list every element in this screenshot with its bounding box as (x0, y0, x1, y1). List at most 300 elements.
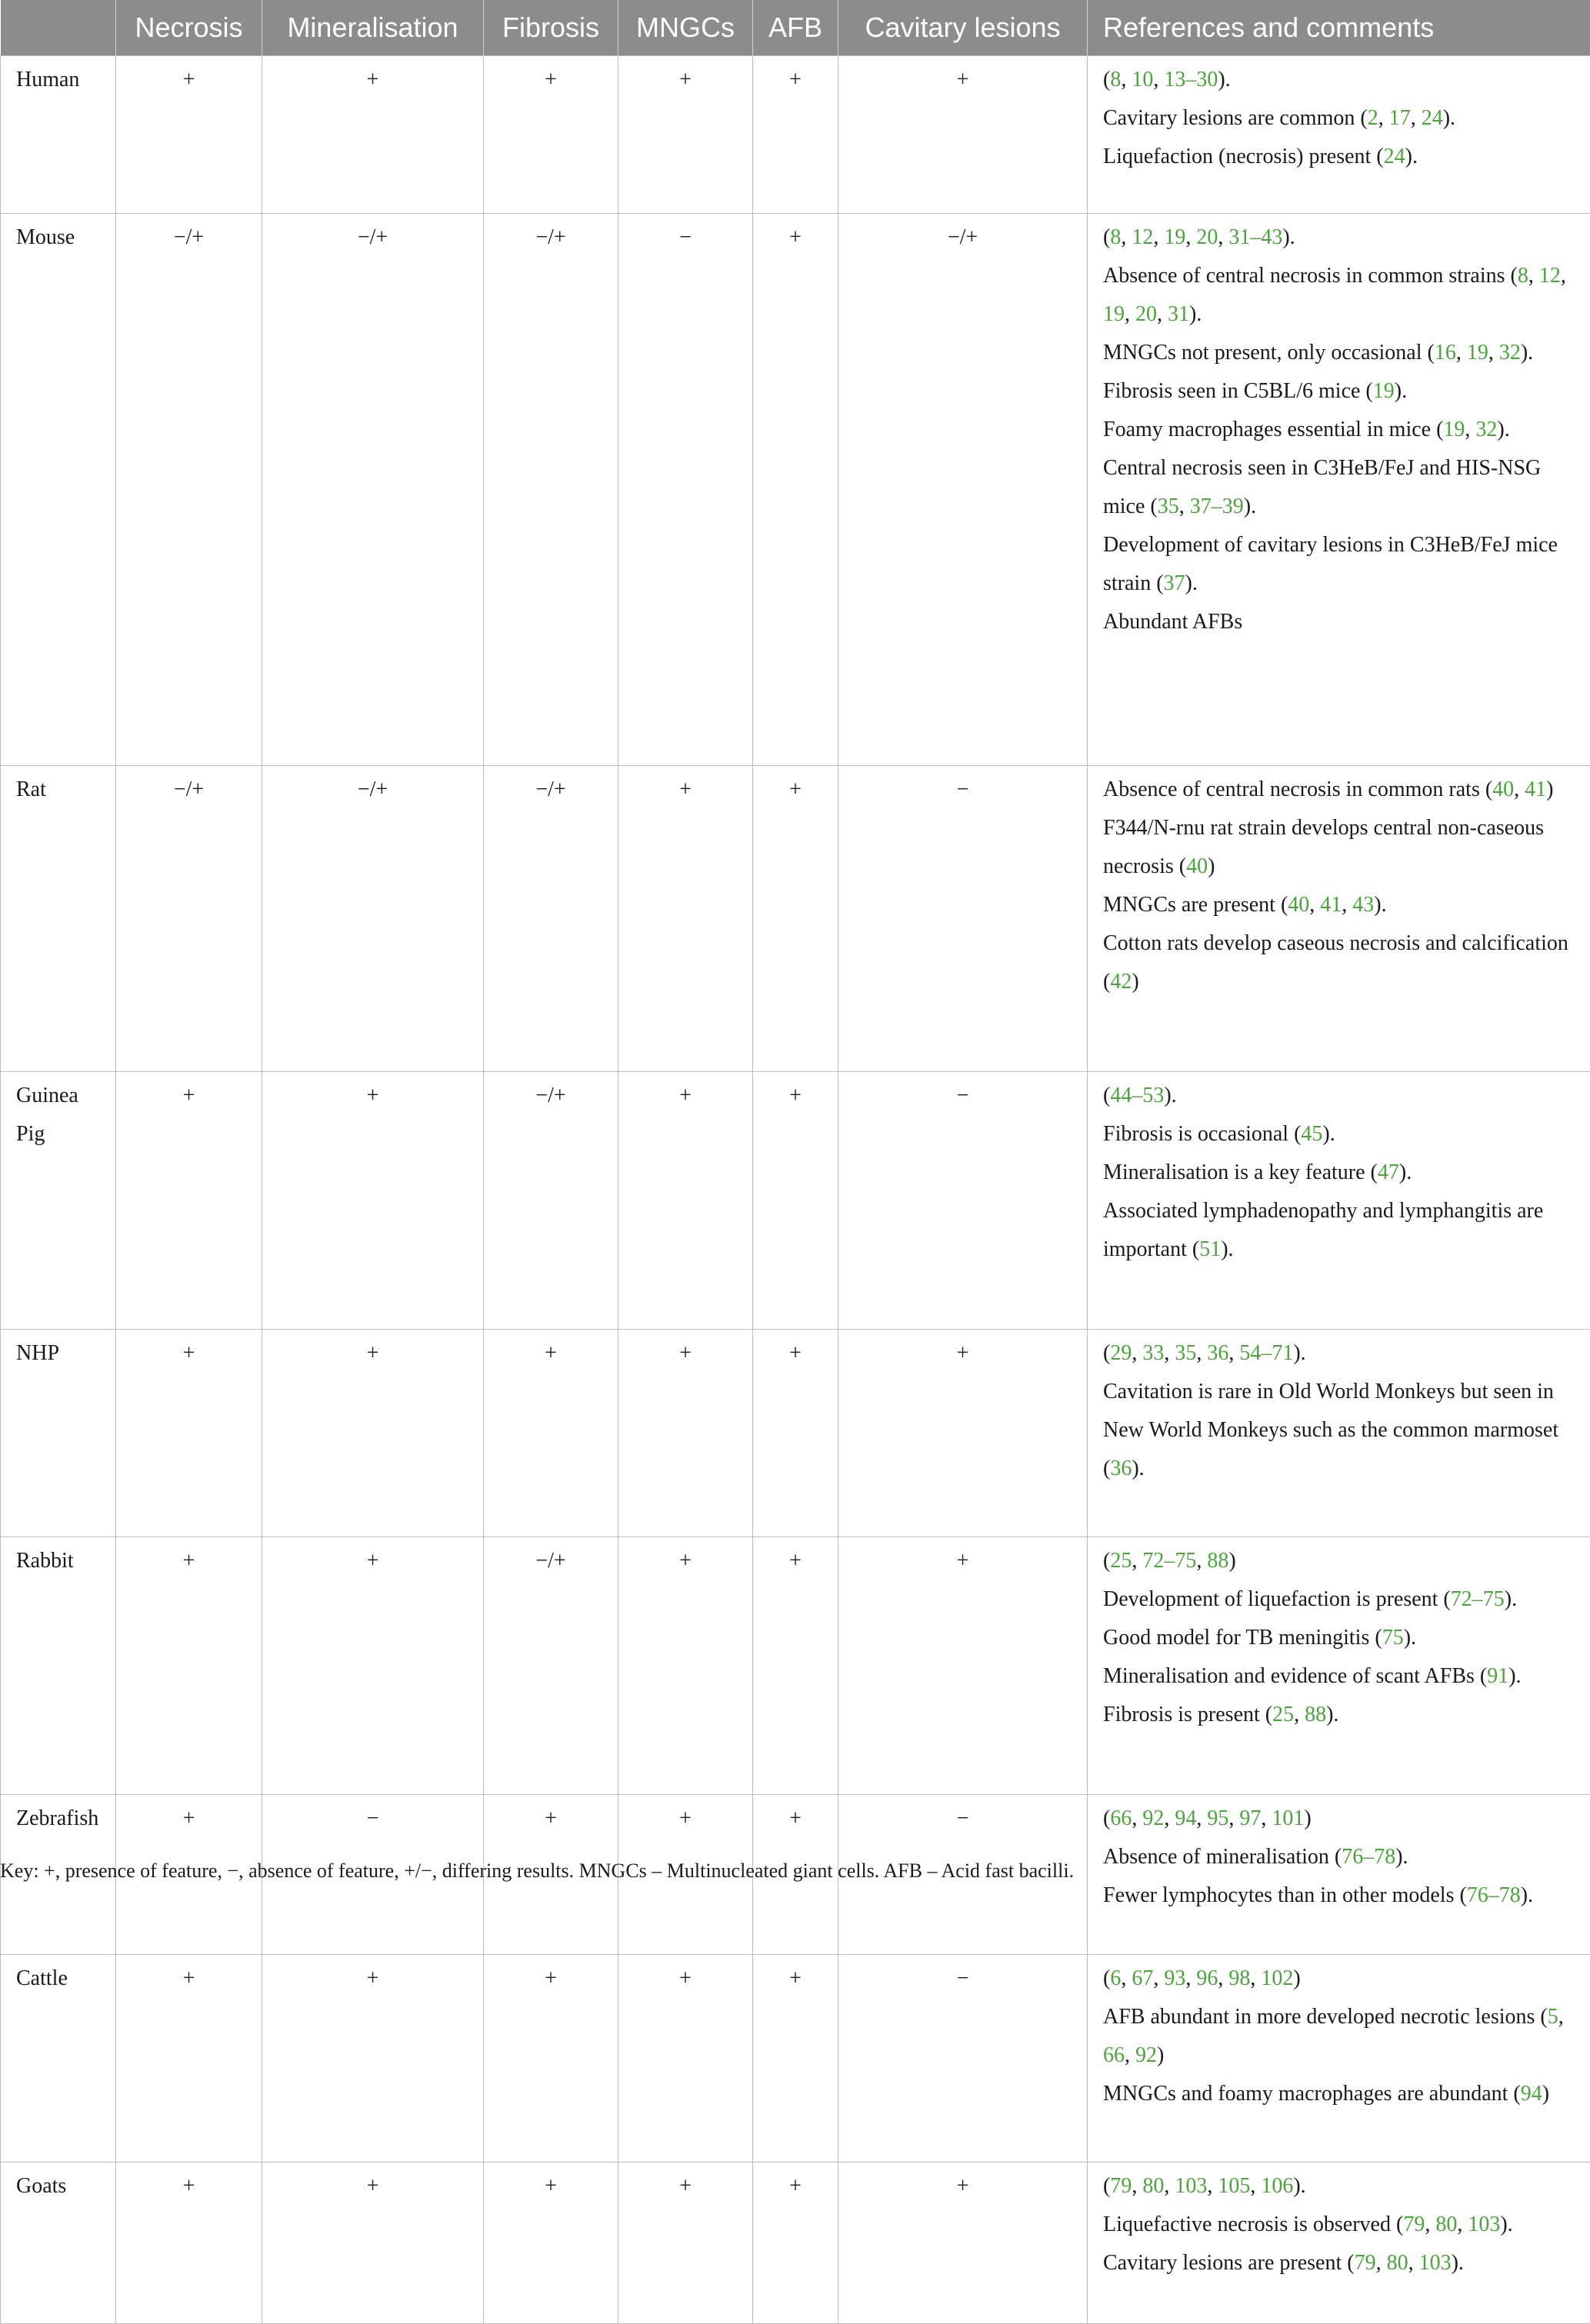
comment-text: , (1207, 2174, 1218, 2198)
citation-link[interactable]: 2 (1368, 106, 1378, 130)
citation-link[interactable]: 103 (1175, 2174, 1207, 2198)
citation-link[interactable]: 12 (1539, 264, 1561, 288)
citation-link[interactable]: 35 (1175, 1341, 1196, 1365)
comment-text: , (1425, 2212, 1435, 2236)
feature-value-cell: − (618, 214, 753, 766)
comment-text: ( (1103, 1806, 1110, 1830)
comment-text: , (1121, 225, 1132, 249)
citation-link[interactable]: 106 (1261, 2174, 1293, 2198)
citation-link[interactable]: 40 (1492, 777, 1514, 801)
comment-text: , (1196, 1549, 1207, 1573)
comment-text: , (1376, 2251, 1387, 2275)
feature-value-cell: − (262, 1795, 484, 1955)
citation-link[interactable]: 102 (1261, 1966, 1293, 1990)
feature-value-cell: + (753, 1330, 838, 1537)
citation-link[interactable]: 91 (1487, 1664, 1508, 1688)
comment-text: , (1528, 264, 1539, 288)
comment-text: ( (1103, 68, 1110, 92)
comment-text: F344/N-rnu rat strain develops central non-caseous necrosis ( (1103, 816, 1544, 878)
feature-value-cell: + (262, 1955, 484, 2163)
citation-link[interactable]: 92 (1142, 1806, 1164, 1830)
citation-link[interactable]: 25 (1110, 1549, 1132, 1573)
comment-text: ) (1157, 2043, 1164, 2067)
references-cell (1088, 2163, 1590, 2324)
citation-link[interactable]: 101 (1272, 1806, 1304, 1830)
comment-text: ). (1185, 571, 1198, 595)
comment-text: Cotton rats develop caseous necrosis and calcification ( (1103, 931, 1568, 994)
feature-value-cell: + (838, 1537, 1088, 1795)
citation-link[interactable]: 10 (1132, 68, 1153, 92)
citation-link[interactable]: 80 (1142, 2174, 1164, 2198)
citation-link[interactable]: 36 (1110, 1457, 1132, 1480)
comment-text: , (1121, 68, 1132, 92)
citation-link[interactable]: 32 (1475, 418, 1497, 441)
comment-line (1103, 886, 1578, 924)
references-cell (1088, 214, 1590, 766)
citation-link[interactable]: 40 (1186, 854, 1208, 878)
comment-text: Abundant AFBs (1103, 610, 1242, 634)
comment-text: , (1378, 106, 1389, 130)
feature-value-cell: −/+ (484, 766, 618, 1072)
citation-link[interactable]: 94 (1521, 2082, 1542, 2106)
citation-link[interactable]: 19 (1467, 341, 1488, 365)
feature-value-cell: + (753, 2163, 838, 2324)
citation-link[interactable]: 95 (1207, 1806, 1228, 1830)
feature-value-cell: − (838, 1955, 1088, 2163)
feature-value-cell: + (618, 1330, 753, 1537)
comment-text: , (1411, 106, 1422, 130)
table-row (1, 1955, 1590, 2163)
citation-link[interactable]: 54–71 (1239, 1341, 1293, 1365)
citation-link[interactable]: 96 (1196, 1966, 1218, 1990)
citation-link[interactable]: 8 (1518, 264, 1528, 288)
comment-line (1103, 1696, 1578, 1734)
citation-link[interactable]: 37 (1164, 571, 1185, 595)
citation-link[interactable]: 88 (1207, 1549, 1228, 1573)
citation-link[interactable]: 16 (1435, 341, 1456, 365)
comment-text: ). (1221, 1237, 1233, 1261)
citation-link[interactable]: 8 (1110, 68, 1121, 92)
citation-link[interactable]: 43 (1352, 893, 1374, 917)
feature-value-cell: + (753, 1537, 838, 1795)
comment-text: ). (1132, 1457, 1144, 1480)
comment-text: ). (1164, 1084, 1176, 1107)
citation-link[interactable]: 41 (1525, 777, 1546, 801)
comment-line (1103, 1334, 1578, 1373)
comment-text: Fibrosis is occasional ( (1103, 1122, 1301, 1146)
comment-text: , (1218, 225, 1228, 249)
citation-link[interactable]: 75 (1382, 1626, 1404, 1650)
citation-link[interactable]: 12 (1132, 225, 1153, 249)
citation-link[interactable]: 20 (1135, 302, 1157, 326)
citation-link[interactable]: 80 (1387, 2251, 1408, 2275)
comment-line (1103, 2206, 1578, 2244)
feature-value-cell: −/+ (262, 214, 484, 766)
table-row (1, 1072, 1590, 1330)
comment-text: , (1153, 225, 1164, 249)
feature-value-cell: + (838, 1330, 1088, 1537)
citation-link[interactable]: 35 (1158, 494, 1179, 518)
comment-text: , (1185, 1966, 1196, 1990)
column-header: Mineralisation (262, 0, 484, 56)
comment-line (1103, 809, 1578, 886)
column-header: MNGCs (618, 0, 753, 56)
citation-link[interactable]: 79 (1355, 2251, 1376, 2275)
citation-link[interactable]: 6 (1110, 1966, 1121, 1990)
comment-text: ). (1399, 1160, 1412, 1184)
comment-line (1103, 2244, 1578, 2282)
comment-text: ). (1218, 68, 1230, 92)
column-header: Necrosis (116, 0, 262, 56)
feature-value-cell: + (618, 1795, 753, 1955)
comment-text: ). (1404, 1626, 1416, 1650)
citation-link[interactable]: 76–78 (1467, 1883, 1521, 1907)
feature-value-cell: + (116, 1955, 262, 2163)
comment-text: ). (1443, 106, 1455, 130)
comment-line (1103, 2075, 1578, 2113)
comment-text: ( (1103, 1341, 1110, 1365)
citation-link[interactable]: 47 (1378, 1160, 1399, 1184)
comment-text: Fibrosis seen in C5BL/6 mice ( (1103, 379, 1373, 403)
comment-text: Fibrosis is present ( (1103, 1703, 1272, 1726)
feature-value-cell: + (618, 2163, 753, 2324)
comment-text: Central necrosis seen in C3HeB/FeJ and HIS-NSG mice ( (1103, 456, 1541, 518)
citation-link[interactable]: 66 (1110, 1806, 1132, 1830)
comment-text: Cavitation is rare in Old World Monkeys but seen in New World Monkeys such as the common marmoset ( (1103, 1380, 1558, 1480)
feature-value-cell: + (753, 766, 838, 1072)
citation-link[interactable]: 76–78 (1342, 1845, 1395, 1869)
citation-link[interactable]: 19 (1164, 225, 1185, 249)
citation-link[interactable]: 92 (1135, 2043, 1157, 2067)
comment-line (1103, 99, 1578, 138)
feature-value-cell: + (484, 1795, 618, 1955)
comment-text: ). (1189, 302, 1202, 326)
citation-link[interactable]: 29 (1110, 1341, 1132, 1365)
comment-text: ). (1374, 893, 1386, 917)
feature-value-cell: + (753, 214, 838, 766)
table-row (1, 1537, 1590, 1795)
comment-text: , (1125, 302, 1135, 326)
comment-line (1103, 1077, 1578, 1115)
comment-text: ) (1542, 2082, 1549, 2106)
species-cell: Guinea Pig (1, 1072, 116, 1330)
citation-link[interactable]: 37–39 (1190, 494, 1244, 518)
feature-value-cell: −/+ (838, 214, 1088, 766)
feature-value-cell: − (838, 1072, 1088, 1330)
feature-value-cell: + (116, 56, 262, 214)
citation-link[interactable]: 33 (1142, 1341, 1164, 1365)
comment-text: Cavitary lesions are common ( (1103, 106, 1368, 130)
comment-text: ) (1228, 1549, 1235, 1573)
citation-link[interactable]: 19 (1103, 302, 1125, 326)
comment-text: Development of cavitary lesions in C3HeB/FeJ mice strain ( (1103, 533, 1558, 595)
comment-text: , (1250, 1966, 1261, 1990)
species-cell: Goats (1, 2163, 116, 2324)
feature-value-cell: + (618, 1955, 753, 2163)
comment-text: , (1157, 302, 1168, 326)
comment-text: , (1132, 1549, 1142, 1573)
feature-value-cell: + (618, 1072, 753, 1330)
comment-line (1103, 1580, 1578, 1619)
feature-value-cell: + (618, 56, 753, 214)
species-cell: Rat (1, 766, 116, 1072)
citation-link[interactable]: 103 (1419, 2251, 1452, 2275)
citation-link[interactable]: 31 (1168, 302, 1189, 326)
table-footnote: Key: +, presence of feature, −, absence of feature, +/−, differing results. MNGCs – Multinucleated giant cells. AFB – Acid fast bacilli. (0, 1860, 1590, 1883)
comment-line (1103, 138, 1578, 176)
comment-line (1103, 1800, 1578, 1838)
comment-text: Mineralisation and evidence of scant AFBs ( (1103, 1664, 1487, 1688)
comment-text: ). (1405, 145, 1418, 168)
comment-line (1103, 218, 1578, 257)
comment-text: , (1488, 341, 1499, 365)
comment-line (1103, 1959, 1578, 1998)
citation-link[interactable]: 98 (1228, 1966, 1250, 1990)
comment-text: ( (1103, 1549, 1110, 1573)
citation-link[interactable]: 5 (1548, 2005, 1558, 2029)
references-cell (1088, 1072, 1590, 1330)
comment-text: Associated lymphadenopathy and lymphangitis are important ( (1103, 1199, 1543, 1261)
feature-value-cell: −/+ (484, 1072, 618, 1330)
feature-value-cell: − (838, 766, 1088, 1072)
comment-text: , (1228, 1341, 1239, 1365)
citation-link[interactable]: 105 (1218, 2174, 1250, 2198)
comment-text: , (1457, 2212, 1468, 2236)
comment-text: , (1196, 1341, 1207, 1365)
comment-text: Mineralisation is a key feature ( (1103, 1160, 1378, 1184)
citation-link[interactable]: 31–43 (1228, 225, 1282, 249)
comment-text: Liquefaction (necrosis) present ( (1103, 145, 1384, 168)
comment-line (1103, 1115, 1578, 1154)
citation-link[interactable]: 42 (1110, 970, 1132, 994)
comment-text: ) (1304, 1806, 1311, 1830)
citation-link[interactable]: 103 (1468, 2212, 1500, 2236)
feature-value-cell: + (262, 1330, 484, 1537)
comment-text: Absence of central necrosis in common strains ( (1103, 264, 1518, 288)
comment-text: Liquefactive necrosis is observed ( (1103, 2212, 1403, 2236)
comment-text: , (1164, 1341, 1175, 1365)
comment-text: ) (1132, 970, 1138, 994)
citation-link[interactable]: 24 (1384, 145, 1405, 168)
citation-link[interactable]: 40 (1288, 893, 1309, 917)
feature-value-cell: + (753, 56, 838, 214)
feature-value-cell: + (116, 2163, 262, 2324)
column-header: AFB (753, 0, 838, 56)
comment-text: , (1218, 1966, 1228, 1990)
citation-link[interactable]: 66 (1103, 2043, 1125, 2067)
references-cell (1088, 1537, 1590, 1795)
table-row (1, 56, 1590, 214)
comment-text: Fewer lymphocytes than in other models ( (1103, 1883, 1467, 1907)
citation-link[interactable]: 25 (1272, 1703, 1294, 1726)
comment-text: , (1294, 1703, 1305, 1726)
comment-text: ). (1508, 1664, 1521, 1688)
references-cell (1088, 766, 1590, 1072)
comment-text: ) (1293, 1966, 1300, 1990)
comment-text: , (1164, 1806, 1175, 1830)
column-header: Fibrosis (484, 0, 618, 56)
comment-line (1103, 1998, 1578, 2075)
table-row (1, 2163, 1590, 2324)
species-cell: Mouse (1, 214, 116, 766)
comment-text: , (1408, 2251, 1419, 2275)
comment-text: Absence of central necrosis in common rats ( (1103, 777, 1492, 801)
comment-text: ( (1103, 225, 1110, 249)
comment-text: ) (1208, 854, 1215, 878)
comment-text: ). (1395, 1845, 1408, 1869)
feature-value-cell: + (262, 1537, 484, 1795)
comment-text: , (1132, 2174, 1142, 2198)
table-row (1, 214, 1590, 766)
citation-link[interactable]: 20 (1196, 225, 1218, 249)
species-cell: Zebrafish (1, 1795, 116, 1955)
species-cell: Rabbit (1, 1537, 116, 1795)
species-cell: Human (1, 56, 116, 214)
citation-link[interactable]: 44–53 (1110, 1084, 1164, 1107)
citation-link[interactable]: 79 (1403, 2212, 1425, 2236)
comment-text: ). (1244, 494, 1256, 518)
comment-line (1103, 1373, 1578, 1488)
header-blank (1, 0, 116, 56)
citation-link[interactable]: 94 (1175, 1806, 1196, 1830)
comment-line (1103, 1657, 1578, 1696)
species-cell: Cattle (1, 1955, 116, 2163)
comment-text: , (1132, 1341, 1142, 1365)
comment-text: ). (1452, 2251, 1464, 2275)
table-row (1, 766, 1590, 1072)
citation-link[interactable]: 67 (1132, 1966, 1153, 1990)
citation-link[interactable]: 41 (1320, 893, 1342, 917)
comment-text: ). (1521, 341, 1533, 365)
comment-line (1103, 61, 1578, 99)
citation-link[interactable]: 45 (1301, 1122, 1322, 1146)
comment-text: , (1121, 1966, 1132, 1990)
feature-value-cell: − (838, 1795, 1088, 1955)
comment-text: , (1456, 341, 1467, 365)
feature-value-cell: + (262, 56, 484, 214)
citation-link[interactable]: 8 (1110, 225, 1121, 249)
comment-line (1103, 771, 1578, 809)
feature-value-cell: + (262, 2163, 484, 2324)
comment-line (1103, 1192, 1578, 1269)
feature-value-cell: −/+ (116, 766, 262, 1072)
feature-value-cell: + (753, 1072, 838, 1330)
citation-link[interactable]: 72–75 (1451, 1587, 1505, 1611)
comment-text: , (1153, 68, 1164, 92)
comment-text: MNGCs and foamy macrophages are abundant ( (1103, 2082, 1521, 2106)
comment-text: ). (1505, 1587, 1517, 1611)
comment-line (1103, 1154, 1578, 1192)
feature-value-cell: + (484, 1330, 618, 1537)
citation-link[interactable]: 93 (1164, 1966, 1185, 1990)
comment-text: , (1153, 1966, 1164, 1990)
comment-line (1103, 372, 1578, 411)
comment-text: , (1179, 494, 1190, 518)
comment-text: , (1125, 2043, 1135, 2067)
species-cell: NHP (1, 1330, 116, 1537)
comment-text: , (1164, 2174, 1175, 2198)
feature-value-cell: + (838, 2163, 1088, 2324)
citation-link[interactable]: 80 (1435, 2212, 1457, 2236)
comment-text: ) (1546, 777, 1553, 801)
column-header: References and comments (1088, 0, 1590, 56)
citation-link[interactable]: 32 (1499, 341, 1521, 365)
feature-value-cell: + (116, 1330, 262, 1537)
references-cell (1088, 1330, 1590, 1537)
comment-text: Development of liquefaction is present ( (1103, 1587, 1451, 1611)
comment-text: ). (1293, 2174, 1305, 2198)
citation-link[interactable]: 19 (1443, 418, 1465, 441)
header-row (1, 0, 1590, 56)
comment-text: , (1185, 225, 1196, 249)
comment-text: , (1309, 893, 1320, 917)
feature-value-cell: + (753, 1955, 838, 2163)
comment-text: , (1514, 777, 1525, 801)
table-body (1, 56, 1590, 2324)
citation-link[interactable]: 88 (1305, 1703, 1326, 1726)
comment-text: ). (1521, 1883, 1533, 1907)
comment-line (1103, 1619, 1578, 1657)
comment-line (1103, 257, 1578, 334)
feature-value-cell: + (484, 56, 618, 214)
citation-link[interactable]: 72–75 (1142, 1549, 1196, 1573)
citation-link[interactable]: 24 (1422, 106, 1443, 130)
citation-link[interactable]: 13–30 (1164, 68, 1218, 92)
comment-text: , (1250, 2174, 1261, 2198)
comment-text: Cavitary lesions are present ( (1103, 2251, 1355, 2275)
comment-text: ). (1326, 1703, 1338, 1726)
comment-text: , (1465, 418, 1475, 441)
feature-value-cell: + (484, 1955, 618, 2163)
citation-link[interactable]: 79 (1110, 2174, 1132, 2198)
feature-value-cell: + (262, 1072, 484, 1330)
comment-text: ( (1103, 2174, 1110, 2198)
comment-text: ( (1103, 1084, 1110, 1107)
table-row (1, 1330, 1590, 1537)
comment-line (1103, 411, 1578, 449)
comment-text: MNGCs are present ( (1103, 893, 1288, 917)
citation-link[interactable]: 17 (1389, 106, 1411, 130)
feature-value-cell: + (618, 766, 753, 1072)
comment-text: Good model for TB meningitis ( (1103, 1626, 1382, 1650)
comment-text: MNGCs not present, only occasional ( (1103, 341, 1435, 365)
comment-line (1103, 526, 1578, 603)
feature-value-cell: −/+ (262, 766, 484, 1072)
comment-text: , (1196, 1806, 1207, 1830)
feature-value-cell: −/+ (484, 1537, 618, 1795)
feature-value-cell: −/+ (116, 214, 262, 766)
comment-text: , (1558, 2005, 1564, 2029)
comment-text: ). (1293, 1341, 1305, 1365)
citation-link[interactable]: 36 (1207, 1341, 1228, 1365)
comment-line (1103, 449, 1578, 526)
comment-line (1103, 603, 1578, 641)
references-cell (1088, 56, 1590, 214)
comment-line (1103, 1542, 1578, 1580)
feature-value-cell: + (753, 1795, 838, 1955)
citation-link[interactable]: 97 (1239, 1806, 1261, 1830)
comment-text: ( (1103, 1966, 1110, 1990)
comment-text: AFB abundant in more developed necrotic lesions ( (1103, 2005, 1548, 2029)
feature-value-cell: + (838, 56, 1088, 214)
feature-value-cell: −/+ (484, 214, 618, 766)
comment-text: , (1561, 264, 1566, 288)
comment-text: ). (1395, 379, 1407, 403)
citation-link[interactable]: 51 (1199, 1237, 1221, 1261)
comment-text: , (1342, 893, 1352, 917)
comment-text: , (1132, 1806, 1142, 1830)
citation-link[interactable]: 19 (1373, 379, 1395, 403)
